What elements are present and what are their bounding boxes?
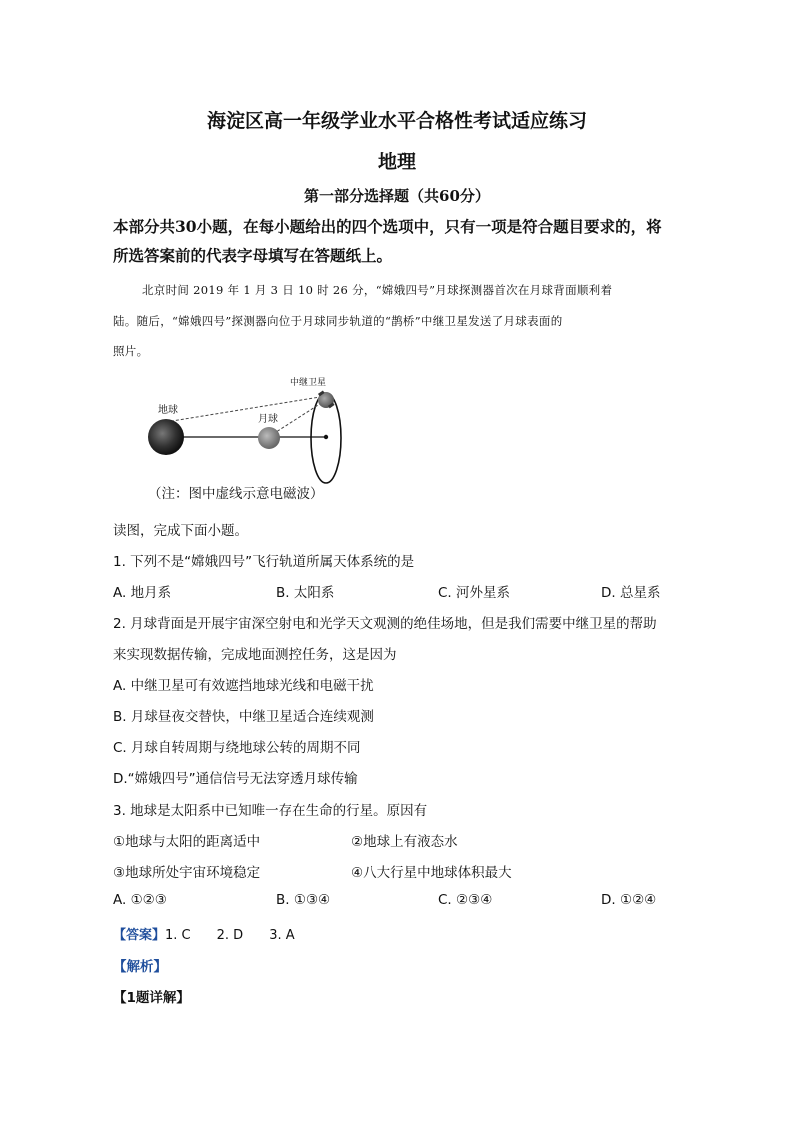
q1-stem: 1. 下列不是“嫦娥四号”飞行轨道所属天体系统的是	[113, 554, 415, 570]
q1-option-b: B. 太阳系	[276, 585, 335, 601]
passage-line-1: 北京时间 2019 年 1 月 3 日 10 时 26 分，“嫦娥四号”月球探测器首次在月球背面顺利着	[142, 283, 613, 297]
q3-item-3: ③地球所处宇宙环境稳定	[113, 865, 261, 881]
q2-option-c: C. 月球自转周期与绕地球公转的周期不同	[113, 740, 361, 756]
label-moon: 月球	[258, 414, 278, 425]
figure-caption: （注：图中虚线示意电磁波）	[148, 486, 324, 502]
earth-icon	[148, 419, 184, 455]
q1-option-c: C. 河外星系	[438, 585, 511, 601]
l2-point	[324, 435, 328, 439]
answer-3: 3. A	[269, 928, 295, 943]
part-title: 第一部分选择题（共60分）	[304, 187, 490, 205]
q3-option-d: D. ①②④	[601, 892, 657, 908]
page-title: 海淀区高一年级学业水平合格性考试适应练习	[206, 110, 587, 132]
q2-stem-line-2: 来实现数据传输，完成地面测控任务，这是因为	[113, 647, 397, 663]
wave-moon-relay	[273, 400, 326, 434]
q2-stem-line-1: 2. 月球背面是开展宇宙深空射电和光学天文观测的绝佳场地，但是我们需要中继卫星的帮助	[113, 616, 657, 632]
answer-1: 1. C	[165, 928, 191, 943]
analysis-label: 【解析】	[113, 959, 167, 975]
q3-item-2: ②地球上有液态水	[351, 834, 458, 850]
q1-option-d: D. 总星系	[601, 585, 661, 601]
answer-row	[113, 924, 295, 943]
moon-icon	[258, 427, 280, 449]
label-relay: 中继卫星	[290, 378, 327, 388]
q2-option-a: A. 中继卫星可有效遮挡地球光线和电磁干扰	[113, 678, 374, 694]
instruction-line-2: 所选答案前的代表字母填写在答题纸上。	[113, 246, 393, 265]
q2-option-b: B. 月球昼夜交替快，中继卫星适合连续观测	[113, 709, 374, 725]
wave-earth-relay	[166, 396, 326, 422]
q2-option-d: D.“嫦娥四号”通信信号无法穿透月球传输	[113, 771, 358, 787]
answer-2: 2. D	[216, 928, 244, 943]
detail-label: 【1题详解】	[113, 990, 190, 1006]
q3-item-4: ④八大行星中地球体积最大	[351, 865, 512, 881]
passage-line-3: 照片。	[113, 344, 149, 358]
q1-option-a: A. 地月系	[113, 585, 172, 601]
q3-item-1: ①地球与太阳的距离适中	[113, 834, 261, 850]
instruction-line-1: 本部分共30小题，在每小题给出的四个选项中，只有一项是符合题目要求的，将	[113, 217, 662, 236]
prompt-text: 读图，完成下面小题。	[113, 523, 248, 539]
q3-option-a: A. ①②③	[113, 892, 167, 908]
answer-label: 【答案】	[113, 928, 166, 943]
earth-moon-relay-diagram	[140, 372, 370, 484]
q3-option-c: C. ②③④	[438, 892, 493, 908]
q3-option-b: B. ①③④	[276, 892, 331, 908]
label-earth: 地球	[158, 405, 178, 416]
passage-line-2: 陆。随后，“嫦娥四号”探测器向位于月球同步轨道的“鹊桥”中继卫星发送了月球表面的	[113, 314, 563, 328]
q3-stem: 3. 地球是太阳系中已知唯一存在生命的行星。原因有	[113, 803, 428, 819]
subject-title: 地理	[377, 151, 416, 173]
